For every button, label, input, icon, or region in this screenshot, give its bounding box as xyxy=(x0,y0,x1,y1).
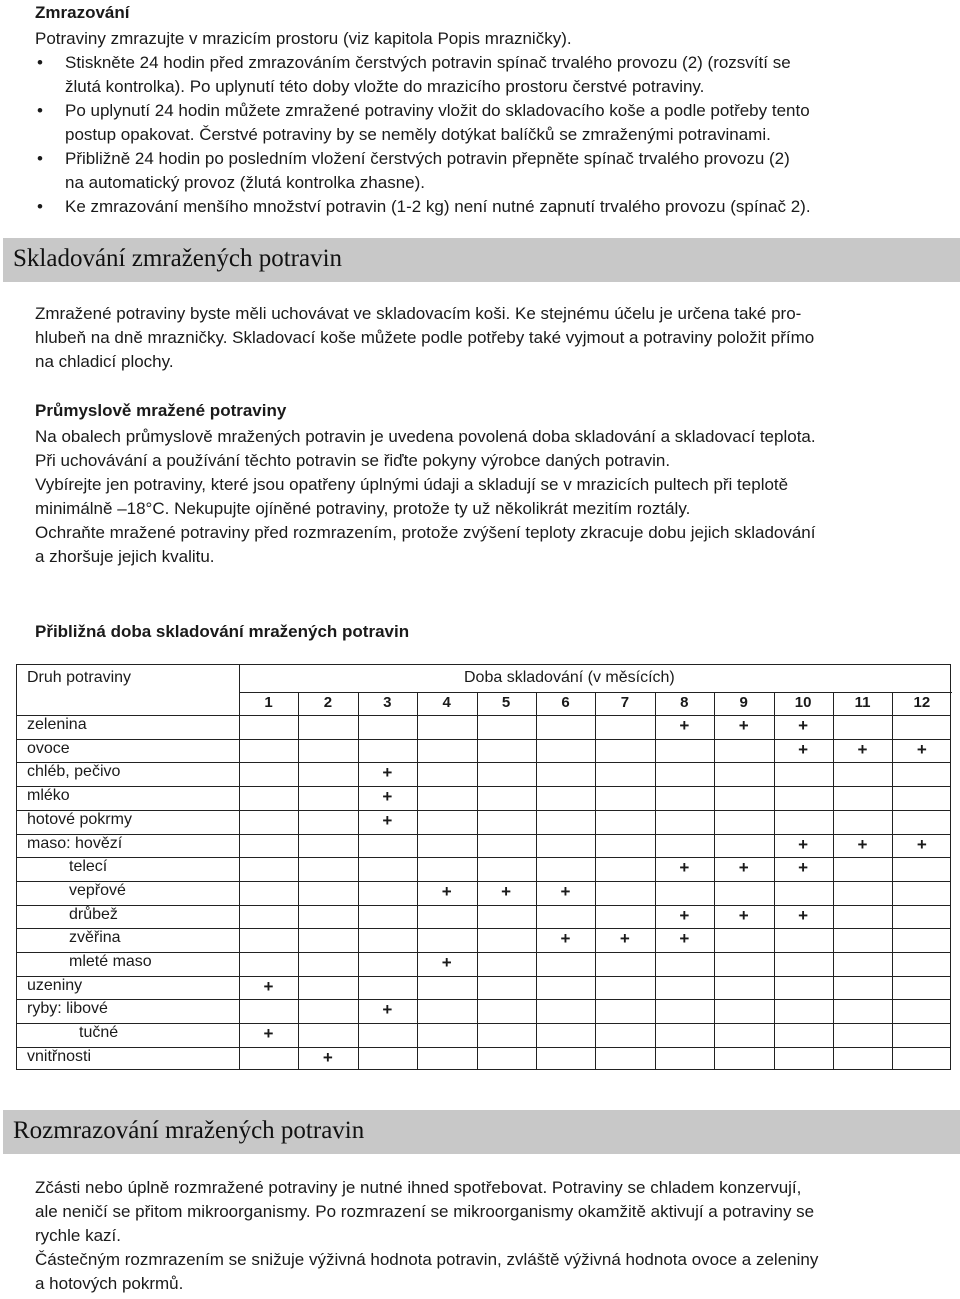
freezing-heading: Zmrazování xyxy=(35,3,130,22)
food-type-label: chléb, pečivo xyxy=(27,763,121,781)
storage-month-mark: + xyxy=(619,929,630,949)
paragraph-line: Zčásti nebo úplně rozmražené potraviny je nutné ihned spotřebovat. Potraviny se chladem konzervují, xyxy=(35,1178,802,1197)
month-number-label: 1 xyxy=(264,694,273,711)
table-grid-line xyxy=(17,762,950,763)
bullet-dot: • xyxy=(37,197,43,216)
industrial-heading: Průmyslově mražené potraviny xyxy=(35,401,287,420)
paragraph-line: Částečným rozmrazením se snižuje výživná hodnota potravin, zvláště výživná hodnota ovoce a zeleniny xyxy=(35,1250,819,1269)
storage-month-mark: + xyxy=(263,1024,274,1044)
storage-month-mark: + xyxy=(916,834,927,854)
storage-month-mark: + xyxy=(798,834,809,854)
thawing-section-title: Rozmrazování mražených potravin xyxy=(13,1117,365,1144)
bullet-line: Po uplynutí 24 hodin můžete zmražené potraviny vložit do skladovacího koše a podle potřeby tento xyxy=(65,101,810,120)
month-number-label: 5 xyxy=(501,694,511,711)
paragraph-line: Zmražené potraviny byste měli uchovávat ve skladovacím koši. Ke stejnému účelu je určena také pro- xyxy=(35,304,802,323)
table-grid-line xyxy=(17,1023,950,1024)
freezing-intro: Potraviny zmrazujte v mrazicím prostoru (viz kapitola Popis mrazničky). xyxy=(35,29,572,48)
table-grid-line xyxy=(17,928,950,929)
paragraph-line: Ochraňte mražené potraviny před rozmrazením, protože zvýšení teploty zkracuje dobu jejich skladování xyxy=(35,523,816,542)
food-type-label: ovoce xyxy=(27,739,70,757)
bullet-dot: • xyxy=(37,53,43,72)
table-grid-line xyxy=(17,952,950,953)
table-heading: Přibližná doba skladování mražených potravin xyxy=(35,622,410,641)
storage-month-mark: + xyxy=(798,858,809,878)
storage-section-title: Skladování zmražených potravin xyxy=(13,245,343,272)
industrial-paragraph xyxy=(35,425,957,569)
bullet-line: Stiskněte 24 hodin před zmrazováním čerstvých potravin spínač trvalého provozu (2) (rozsvítí se xyxy=(65,53,791,72)
storage-month-mark: + xyxy=(679,716,690,735)
storage-month-mark: + xyxy=(738,905,749,925)
bullet-item xyxy=(35,99,957,147)
storage-section-band xyxy=(3,238,960,282)
paragraph-line: ale neničí se přitom mikroorganismy. Po rozmrazení se mikroorganismy okamžitě aktivují a potraviny se xyxy=(35,1202,815,1221)
food-type-label: zelenina xyxy=(27,716,87,733)
month-number-label: 11 xyxy=(854,694,871,711)
storage-month-mark: + xyxy=(798,739,809,759)
storage-month-mark: + xyxy=(738,858,749,878)
food-type-label: maso: hovězí xyxy=(27,834,123,852)
storage-month-mark: + xyxy=(382,810,393,830)
paragraph-line: Na obalech průmyslově mražených potravin je uvedena povolená doba skladování a skladovací teplota. xyxy=(35,427,816,446)
paragraph-line: hlubeň na dně mrazničky. Skladovací koše můžete podle potřeby také vyjmout a potraviny položit přímo xyxy=(35,328,815,347)
thawing-paragraph xyxy=(35,1176,957,1296)
food-type-label: ryby: libové xyxy=(27,1000,108,1018)
bullet-dot: • xyxy=(37,101,43,120)
storage-month-mark: + xyxy=(441,953,452,972)
storage-month-mark: + xyxy=(560,929,571,949)
storage-month-mark: + xyxy=(857,834,868,854)
table-grid-line xyxy=(17,976,950,977)
food-type-label: uzeniny xyxy=(27,976,83,994)
month-number-label: 10 xyxy=(794,694,812,711)
food-type-label: zvěřina xyxy=(69,929,121,947)
month-number-label: 6 xyxy=(561,694,570,711)
paragraph-line: a zhoršuje jejich kvalitu. xyxy=(35,547,215,566)
paragraph-line: minimálně –18°C. Nekupujte ojíněné potraviny, protože ty už několikrát mezitím roztály. xyxy=(35,499,691,518)
storage-month-mark: + xyxy=(738,716,749,735)
storage-month-mark: + xyxy=(857,739,868,759)
storage-month-mark: + xyxy=(382,1000,393,1020)
storage-month-mark: + xyxy=(441,881,452,901)
food-type-label: tučné xyxy=(79,1024,119,1042)
storage-month-mark: + xyxy=(679,905,690,925)
month-number-label: 2 xyxy=(323,694,333,711)
table-grid-line xyxy=(17,1047,950,1048)
month-number-label: 8 xyxy=(680,694,689,711)
month-number-label: 12 xyxy=(913,694,931,711)
table-grid-line xyxy=(17,810,950,811)
storage-month-mark: + xyxy=(560,881,571,901)
freezing-bullet-list xyxy=(35,51,957,219)
month-number-label: 7 xyxy=(620,694,630,711)
storage-duration-table xyxy=(16,664,951,1070)
bullet-line: Ke zmrazování menšího množství potravin (1-2 kg) není nutné zapnutí trvalého provozu (spínač 2). xyxy=(65,197,811,216)
paragraph-line: na chladicí plochy. xyxy=(35,352,174,371)
storage-month-mark: + xyxy=(798,905,809,925)
storage-month-mark: + xyxy=(916,739,927,759)
food-type-label: drůbež xyxy=(69,905,118,923)
paragraph-line: Vybírejte jen potraviny, které jsou opatřeny úplnými údaji a skladují se v mrazicích pultech při teplotě xyxy=(35,475,789,494)
bullet-item xyxy=(35,51,957,99)
month-number-label: 9 xyxy=(739,694,748,711)
table-divider-line xyxy=(239,665,240,1069)
storage-month-mark: + xyxy=(382,787,393,807)
food-type-label: hotové pokrmy xyxy=(27,810,132,828)
food-type-label: vepřové xyxy=(69,881,126,899)
food-type-label: telecí xyxy=(69,858,108,876)
thawing-section-band xyxy=(3,1110,960,1154)
paragraph-line: rychle kazí. xyxy=(35,1226,121,1245)
storage-month-mark: + xyxy=(382,763,393,783)
paragraph-line: a hotových pokrmů. xyxy=(35,1274,184,1293)
paragraph-line: Při uchovávání a používání těchto potravin se řiďte pokyny výrobce daných potravin. xyxy=(35,451,671,470)
food-type-header: Druh potraviny xyxy=(27,669,132,686)
month-number-label: 4 xyxy=(442,694,451,711)
month-number-label: 3 xyxy=(383,694,392,711)
table-grid-line xyxy=(17,786,950,787)
food-type-label: mleté maso xyxy=(69,953,152,970)
storage-month-mark: + xyxy=(679,929,690,949)
storage-paragraph xyxy=(35,302,957,374)
storage-month-mark: + xyxy=(322,1047,333,1067)
food-type-label: mléko xyxy=(27,787,70,805)
storage-month-mark: + xyxy=(263,976,274,996)
bullet-line: žlutá kontrolka). Po uplynutí této doby vložte do mrazicího prostoru čerstvé potraviny. xyxy=(65,77,705,96)
bullet-line: Přibližně 24 hodin po posledním vložení čerstvých potravin přepněte spínač trvalého provozu (2) xyxy=(65,149,790,168)
food-type-label: vnitřnosti xyxy=(27,1047,92,1065)
bullet-dot: • xyxy=(37,149,43,168)
storage-duration-header: Doba skladování (v měsících) xyxy=(464,669,675,686)
bullet-item xyxy=(35,195,957,219)
bullet-line: postup opakovat. Čerstvé potraviny by se neměly dotýkat balíčků se zmraženými potravinami. xyxy=(65,125,771,144)
bullet-item xyxy=(35,147,957,195)
bullet-line: na automatický provoz (žlutá kontrolka zhasne). xyxy=(65,173,426,192)
storage-month-mark: + xyxy=(679,858,690,878)
table-grid-line xyxy=(17,999,950,1000)
storage-month-mark: + xyxy=(501,881,512,901)
storage-month-mark: + xyxy=(798,716,809,735)
